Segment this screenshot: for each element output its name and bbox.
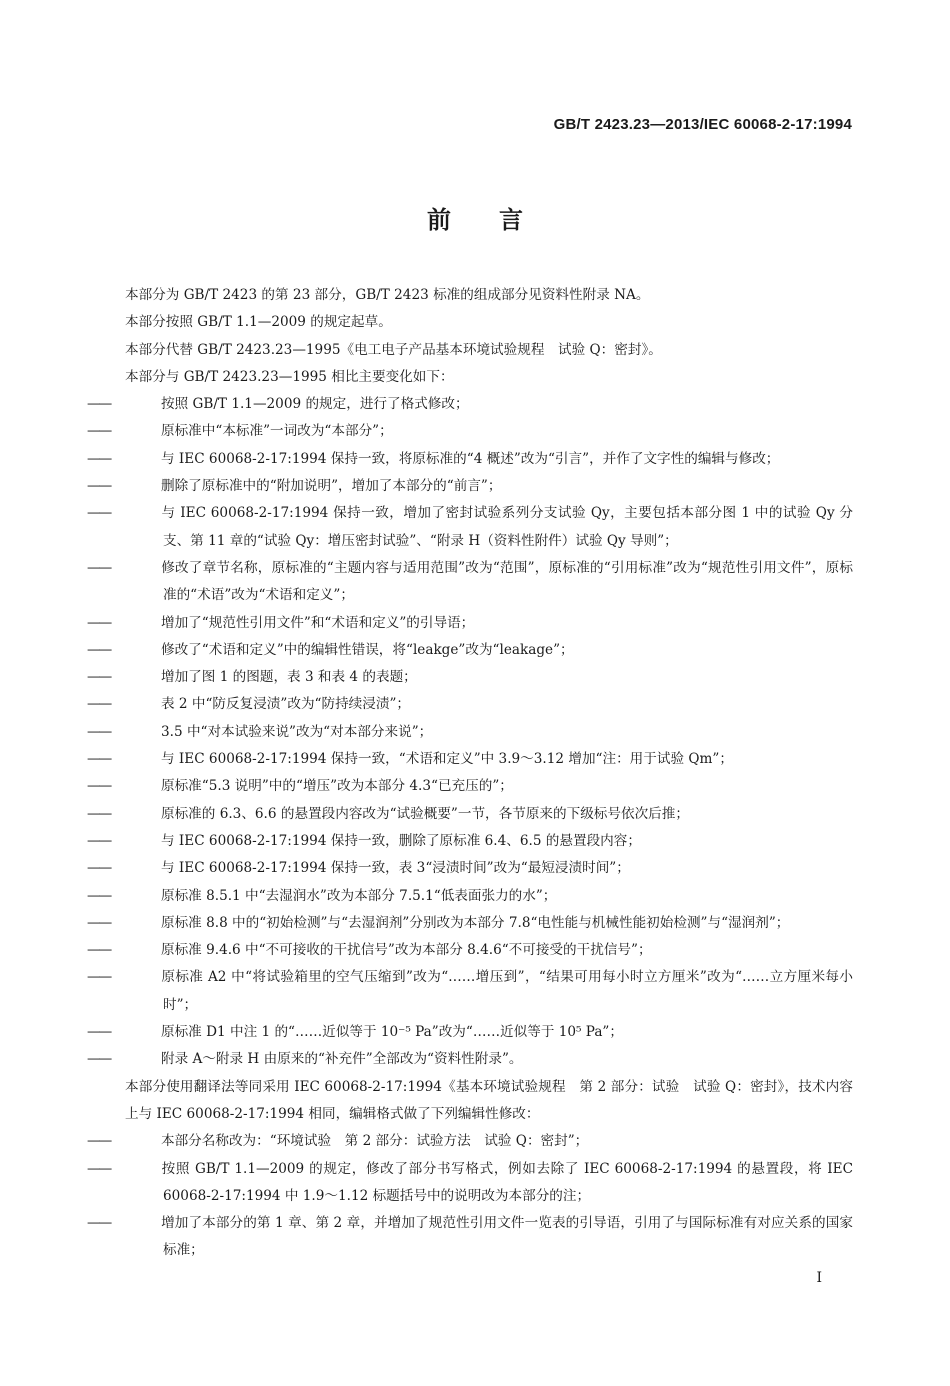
- list-item: —— 原标准“5.3 说明”中的“增压”改为本部分 4.3“已充压的”；: [87, 778, 513, 795]
- paragraph: 本部分按照 GB/T 1.1—2009 的规定起草。: [125, 314, 392, 331]
- adoption-paragraph: 本部分使用翻译法等同采用 IEC 60068-2-17:1994《基本环境试验规程 第 2 部分：试验 试验 Q：密封》，技术内容上与 IEC 60068-2-17:1994 相同，编辑格式做了下列编辑性修改：: [125, 1078, 853, 1122]
- list-item: —— 与 IEC 60068-2-17:1994 保持一致，“术语和定义”中 3.9～3.12 增加“注：用于试验 Qm”；: [87, 751, 733, 768]
- list-item: —— 修改了“术语和定义”中的编辑性错误，将“leakge”改为“leakage”；: [87, 641, 574, 658]
- list-item: —— 增加了“规范性引用文件”和“术语和定义”的引导语；: [87, 614, 475, 631]
- standard-code-header: GB/T 2423.23—2013/IEC 60068-2-17:1994: [553, 116, 852, 133]
- list-item: —— 与 IEC 60068-2-17:1994 保持一致，删除了原标准 6.4、6.5 的悬置段内容；: [87, 832, 641, 849]
- list-item: —— 与 IEC 60068-2-17:1994 保持一致，增加了密封试验系列分支试验 Qy，主要包括本部分图 1 中的试验 Qy 分支、第 11 章的“试验 Qy：增压密封试验”、“附录 H（资料性附件）试验 Qy 导则”；: [87, 505, 853, 549]
- paragraph: 本部分为 GB/T 2423 的第 23 部分，GB/T 2423 标准的组成部分见资料性附录 NA。: [125, 287, 650, 303]
- changes-list: [87, 391, 853, 1073]
- list-item: —— 原标准 A2 中“将试验箱里的空气压缩到”改为“……增压到”，“结果可用每小时立方厘米”改为“……立方厘米每小时”；: [87, 969, 853, 1013]
- list-item: —— 增加了本部分的第 1 章、第 2 章，并增加了规范性引用文件一览表的引导语，引用了与国际标准有对应关系的国家标准；: [87, 1215, 853, 1259]
- list-item: —— 按照 GB/T 1.1—2009 的规定，修改了部分书写格式，例如去除了 IEC 60068-2-17:1994 的悬置段，将 IEC 60068-2-17:1994 中 1.9～1.12 标题括号中的说明改为本部分的注；: [87, 1160, 853, 1204]
- list-item: —— 删除了原标准中的“附加说明”，增加了本部分的“前言”；: [87, 478, 502, 495]
- list-item: —— 3.5 中“对本试验来说”改为“对本部分来说”；: [87, 723, 433, 740]
- list-item: —— 修改了章节名称，原标准的“主题内容与适用范围”改为“范围”，原标准的“引用标准”改为“规范性引用文件”，原标准的“术语”改为“术语和定义”；: [87, 559, 853, 604]
- list-item: —— 原标准 8.5.1 中“去湿润水”改为本部分 7.5.1“低表面张力的水”；: [87, 887, 557, 904]
- page-title: 前言: [427, 206, 571, 234]
- list-item: —— 表 2 中“防反复浸渍”改为“防持续浸渍”；: [87, 696, 410, 713]
- list-item: —— 按照 GB/T 1.1—2009 的规定，进行了格式修改；: [87, 396, 469, 413]
- list-item: —— 与 IEC 60068-2-17:1994 保持一致，表 3“浸渍时间”改为“最短浸渍时间”；: [87, 860, 630, 877]
- list-item: —— 附录 A～附录 H 由原来的“补充件”全部改为“资料性附录”。: [87, 1051, 523, 1068]
- page-number: I: [816, 1270, 822, 1286]
- foreword-body: [87, 282, 853, 1265]
- list-item: —— 原标准 8.8 中的“初始检测”与“去湿润剂”分别改为本部分 7.8“电性能与机械性能初始检测”与“湿润剂”；: [87, 914, 790, 931]
- paragraph: 本部分代替 GB/T 2423.23—1995《电工电子产品基本环境试验规程 试验 Q：密封》。: [125, 341, 662, 358]
- editorial-changes-list: [87, 1128, 853, 1264]
- list-item: —— 与 IEC 60068-2-17:1994 保持一致，将原标准的“4 概述”改为“引言”，并作了文字性的编辑与修改；: [87, 450, 780, 467]
- list-item: —— 增加了图 1 的图题，表 3 和表 4 的表题；: [87, 669, 417, 686]
- list-item: —— 原标准 D1 中注 1 的“……近似等于 10⁻⁵ Pa”改为“……近似等于 10⁵ Pa”；: [87, 1024, 623, 1041]
- list-item: —— 原标准的 6.3、6.6 的悬置段内容改为“试验概要”一节，各节原来的下级标号依次后推；: [87, 805, 689, 822]
- list-item: —— 原标准中“本标准”一词改为“本部分”；: [87, 423, 393, 440]
- list-item: —— 原标准 9.4.6 中“不可接收的干扰信号”改为本部分 8.4.6“不可接受的干扰信号”；: [87, 942, 652, 959]
- list-item: —— 本部分名称改为：“环境试验 第 2 部分：试验方法 试验 Q：密封”；: [87, 1133, 589, 1150]
- paragraph: 本部分与 GB/T 2423.23—1995 相比主要变化如下：: [125, 368, 454, 385]
